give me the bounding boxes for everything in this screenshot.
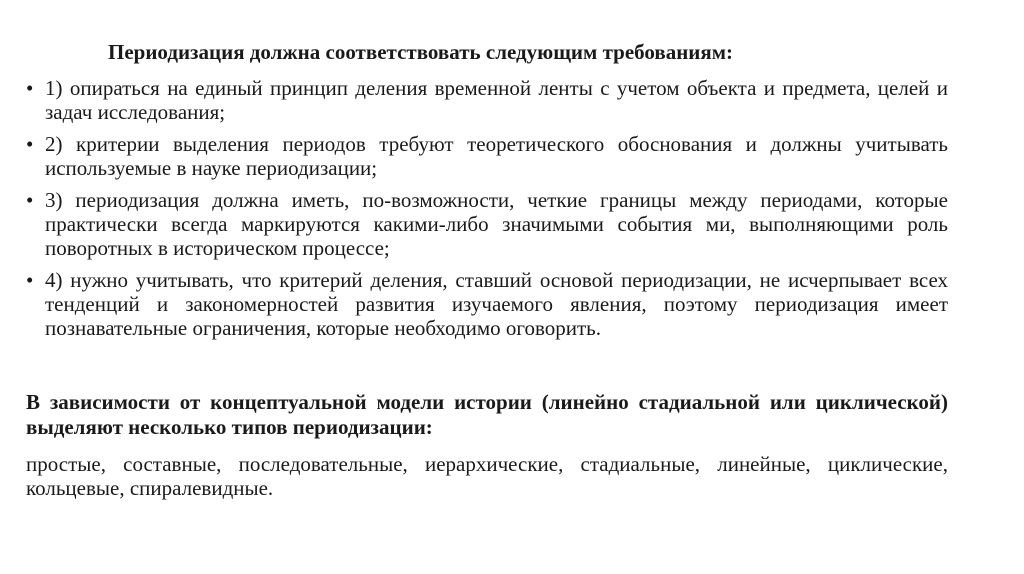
bullet-dot-icon: • [26, 132, 34, 156]
list-item [26, 268, 948, 340]
bullet-dot-icon: • [26, 188, 34, 212]
list-item [26, 188, 948, 260]
list-item-text: 4) нужно учитывать, что критерий деления, ставший основой периодизации, не исчерпывает всех тенденций и закономерностей развития изучаемого явления, поэтому периодизация имеет познавательные ограничения, которые необходимо оговорить. [45, 268, 948, 340]
requirements-list [26, 76, 948, 348]
list-item-text: 2) критерии выделения периодов требуют теоретического обоснования и должны учитывать используемые в науке периодизации; [45, 132, 948, 180]
list-item-text: 1) опираться на единый принцип деления временной ленты с учетом объекта и предмета, целей и задач исследования; [45, 76, 948, 124]
bullet-dot-icon: • [26, 268, 34, 292]
list-item [26, 132, 948, 180]
slide-heading: Периодизация должна соответствовать следующим требованиям: [108, 40, 734, 64]
list-item-text: 3) периодизация должна иметь, по-возможности, четкие границы между периодами, которые практически всегда маркируются какими-либо значимыми события ми, выполняющими роль поворотных в историческом процессе; [45, 188, 948, 260]
periodization-types-intro: В зависимости от концептуальной модели истории (линейно стадиальной или циклической) выделяют несколько типов периодизации: [26, 390, 948, 439]
periodization-types-list: простые, составные, последовательные, иерархические, стадиальные, линейные, циклические, кольцевые, спиралевидные. [26, 452, 948, 500]
list-item [26, 76, 948, 124]
bullet-dot-icon: • [26, 76, 34, 100]
